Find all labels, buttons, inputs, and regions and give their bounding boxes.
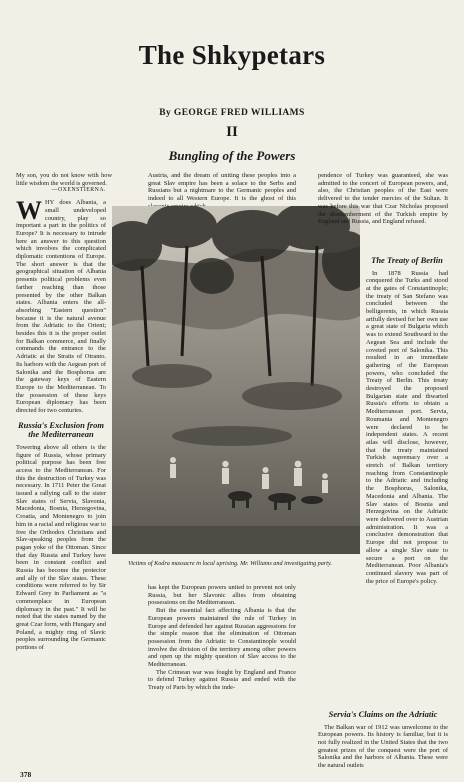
russia-paragraph: Towering above all others is the figure of Russia, whose primary political purpose has been free access to the Mediterranean. For this the destruction of Turkey was necessary. In 1711 Peter the Great issued a rallying call to the sister Slav states of Servia, Slavonia, Macedonia, Bosnia, Herzegovina, Croatia, and Montenegro to join him in a racial and religious war to free the Orthodox Christians and Slav-speaking peoples from the pagan yoke of the Ottoman. Since that day Russia and Turkey have been in constant conflict and Russia has become the protector and ally of the Slav states. These conditions were referred to by Sir Edward Grey in Parliament as "a commonplace in European diplomacy in the past." It will be noted that the states named by the great Czar form, with Hungary and Poland, a mighty ring of Slavic peoples surrounding the Germanic portions of: [16, 443, 106, 652]
intro-text: HY does Albania, a small undeveloped country, play so important a part in the politics of Europe? It is necessary to intrude here an answer to this question which involves the complicated diplomatic contentions of Europe. The short answer is that the geographical situation of Albania presents political problems even farther reaching than those presented by the other Balkan states. Albania enters the all-absorbing "Eastern question" because it is the natural avenue from the Adriatic to the Orient; besides this it is the proper outlet for Balkan commerce, and finally commands the entrance to the Adriatic at the Straits of Otranto. Its harbors with the Aegean port of Salonika and the Bosphorus are the gateway keys of Eastern Europe to the Mediterranean. To the possession of these keys European diplomacy has been directed for two centuries.: [16, 199, 106, 415]
epigraph-attribution: —OXENSTIERNA.: [51, 187, 106, 194]
right-top-text: pendence of Turkey was guaranteed, she was admitted to the concert of European powers, and, also, the Christian peoples of the East were delivered to the tender mercies of the Sultan. It was before this war that Czar Nicholas proposed the dismemberment of the Turkish empire by England and Russia, and England refused.: [318, 172, 448, 226]
epigraph: [16, 172, 112, 187]
article-byline: By GEORGE FRED WILLIAMS: [159, 108, 305, 118]
part-title: Bungling of the Powers: [168, 148, 296, 163]
column-right-bottom: [318, 704, 448, 768]
middle-top-text: Austria, and the dream of uniting these peoples into a great Slav empire has been a solace to the Serbs and Russians but a nightmare to the Germanic peoples and indeed to all Western Europe. It is the ghost of this: [148, 172, 296, 203]
page-number: 378: [20, 770, 32, 779]
treaty-paragraph: In 1878 Russia had conquered the Turks and stood at the gates of Constantinople; the treaty of San Stefano was concluded between the belligerents, in which Russia artfully devised for her own use a great state of Bulgaria which was to extend Southward to the Aegean Sea and include the coveted port of Salonika. This resulted in an immediate gathering of the European powers, who concluded the Treaty of Berlin. This treaty destroyed the proposed Bulgarian state and thwarted Russia's efforts to obtain a Mediterranean port. Servia, Roumania and Montenegro were declared to be independent states. A recent atlas will disclose, however, that the treaty maintained Turkish supremacy over a stretch of Balkan territory reaching from Constantinople to the Adriatic and including the Bosphorus, Salonika, Macedonia and Albania. The Slav states of Bosnia and Herzegovina on the Adriatic were delivered over to Austrian administration. It was a conclusive demonstration that Europe did not propose to allow a single Slav state to secure a port on the Mediterranean. Poor Albania's continued slavery was part of the price of Europe's policy.: [366, 269, 448, 585]
middle-para-2: But the essential fact affecting Albania is that the European powers maintained the rule of Turkey in Europe and defended her against Russian aggressions for the simple reason that the elimination of Ottoman possession from the Adriatic to Constantinople would involve the division of the territory among other powers and open up the mighty question of Slav access to the Mediterranean.: [148, 607, 296, 669]
servia-paragraph: The Balkan war of 1912 was unwelcome to the European powers. Its history is familiar, but it is not fully realized in the United States that the two greatest prizes of the conquest were the port of Salonika and the harbors of Albania. These were the natural outlets: [318, 723, 448, 768]
photo-caption: Victims of Kodra massacre in local uprising. Mr. Williams and investigating party.: [128, 560, 332, 567]
drop-cap: W: [16, 196, 42, 226]
article-title: The Shkypetars: [138, 40, 326, 70]
column-middle-top: [148, 172, 296, 211]
column-left: [16, 172, 112, 762]
intro-paragraph: [16, 196, 106, 415]
column-right-narrow: [366, 250, 448, 585]
part-number: II: [226, 124, 238, 140]
heading-servia-claims: Servia's Claims on the Adriatic: [328, 709, 438, 719]
column-right-top: [318, 172, 448, 226]
heading-treaty-berlin: The Treaty of Berlin: [371, 255, 443, 265]
epigraph-text: My son, you do not know with how little wisdom the world is governed.: [16, 172, 112, 187]
heading-russia-exclusion: Russia's Exclusion from the Mediterranean: [18, 419, 104, 440]
middle-para-3: The Crimean war was fought by England and France to defend Turkey against Russia and ended with the Treaty of Paris by which the inde-: [148, 668, 296, 692]
photo-image: [112, 206, 360, 554]
column-middle-bottom: [148, 584, 296, 692]
massacre-photo: [112, 206, 360, 554]
middle-para-1: has kept the European powers united to prevent not only Russia, but her Slavonic allies from obtaining possessions on the Mediterranean.: [148, 584, 296, 607]
